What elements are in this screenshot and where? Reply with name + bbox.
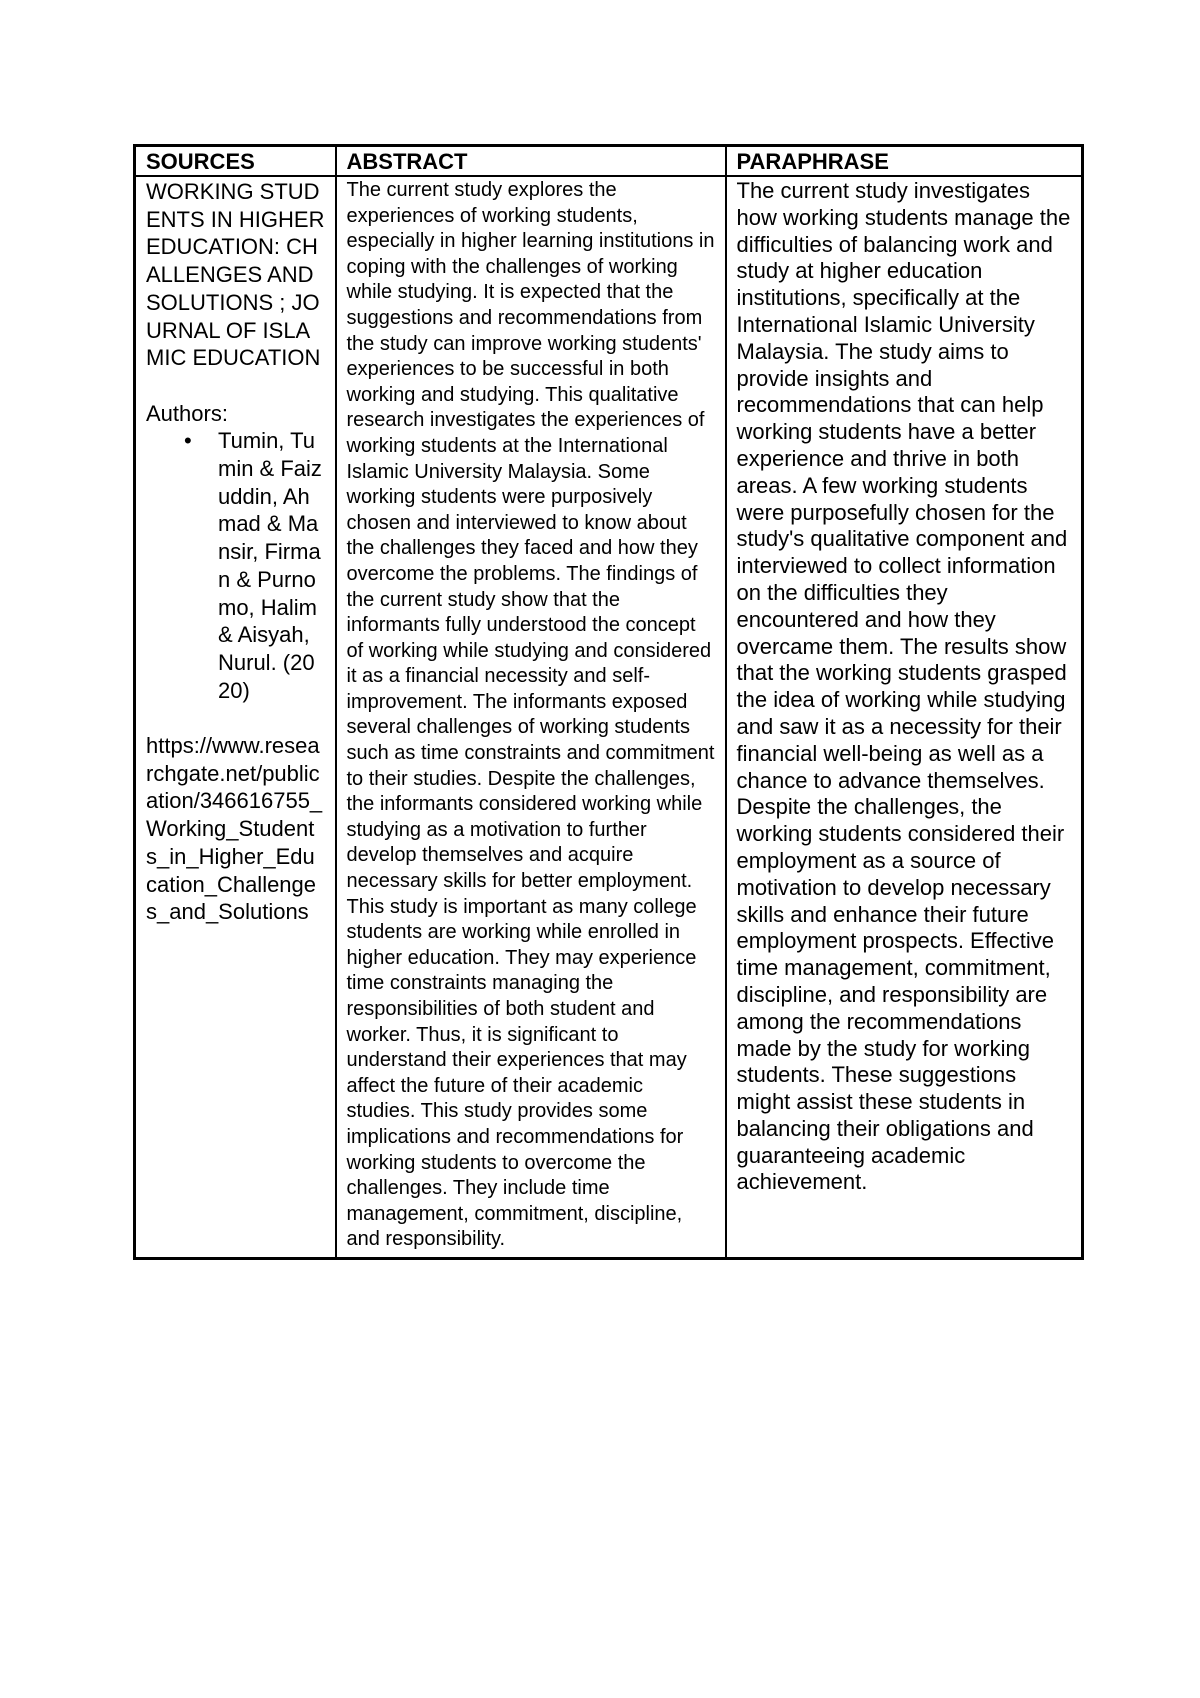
author-list: [146, 427, 325, 704]
literature-table: [133, 144, 1084, 1260]
authors-text: Tumin, Tumin & Faizuddin, Ahmad & Mansir, Firman & Purnomo, Halim & Aisyah, Nurul. (2020): [218, 428, 322, 703]
header-sources: SOURCES: [135, 146, 336, 177]
paraphrase-cell: The current study investigates how working students manage the difficulties of balancing work and study at higher education institutions, specifically at the International Islamic University Malaysia. The study aims to provide insights and recommendations that can help working students have a better experience and thrive in both areas. A few working students were purposefully chosen for the study's qualitative component and interviewed to collect information on the difficulties they encountered and how they overcame them. The results show that the working students grasped the idea of working while studying and saw it as a necessity for their financial well-being as well as a chance to advance themselves. Despite the challenges, the working students considered their employment as a source of motivation to develop necessary skills and enhance their future employment prospects. Effective time management, commitment, discipline, and responsibility are among the recommendations made by the study for working students. These suggestions might assist these students in balancing their obligations and guaranteeing academic achievement.: [726, 176, 1083, 1258]
header-abstract: ABSTRACT: [336, 146, 726, 177]
table-header-row: [135, 146, 1083, 177]
sources-cell: [135, 176, 336, 1258]
abstract-cell: The current study explores the experiences of working students, especially in higher learning institutions in coping with the challenges of working while studying. It is expected that the suggestions and recommendations from the study can improve working students' experiences to be successful in both working and studying. This qualitative research investigates the experiences of working students at the International Islamic University Malaysia. Some working students were purposively chosen and interviewed to know about the challenges they faced and how they overcome the problems. The findings of the current study show that the informants fully understood the concept of working while studying and considered it as a financial necessity and self-improvement. The informants exposed several challenges of working students such as time constraints and commitment to their studies. Despite the challenges, the informants considered working while studying as a motivation to further develop themselves and acquire necessary skills for better employment. This study is important as many college students are working while enrolled in higher education. They may experience time constraints managing the responsibilities of both student and worker. Thus, it is significant to understand their experiences that may affect the future of their academic studies. This study provides some implications and recommendations for working students to overcome the challenges. They include time management, commitment, discipline, and responsibility.: [336, 176, 726, 1258]
source-link[interactable]: https://www.researchgate.net/publication/346616755_Working_Students_in_Higher_Education_Challenges_and_Solutions: [146, 733, 323, 925]
author-list-item: [146, 427, 325, 704]
authors-label: Authors:: [146, 400, 228, 426]
bullet-icon: •: [184, 428, 192, 454]
source-title: WORKING STUDENTS IN HIGHER EDUCATION: CHALLENGES AND SOLUTIONS ; JOURNAL OF ISLAMIC EDUCATION: [146, 179, 325, 371]
table-row: [135, 176, 1083, 1258]
header-paraphrase: PARAPHRASE: [726, 146, 1083, 177]
